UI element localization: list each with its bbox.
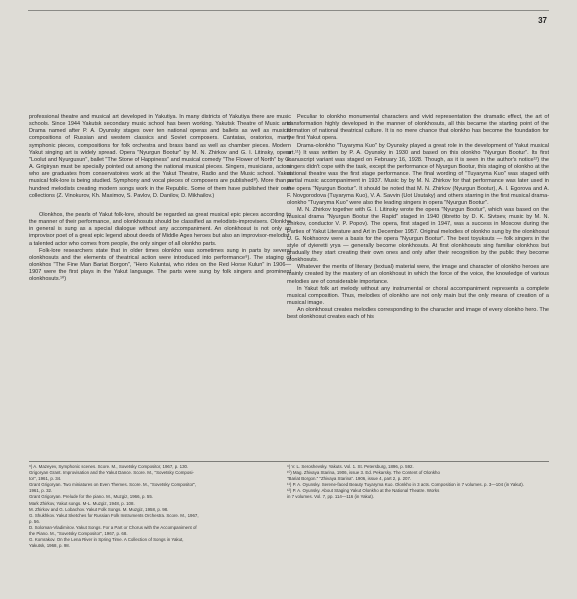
footnote-line: G. Komrakov. On the Lena River in Spring Time. A Collection of Songs in Yakut, xyxy=(29,537,184,543)
paragraph: M. N. Zhirkov together with G. I. Litinsky wrote the opera "Nyurgun Bootur", which was based on the musical drama "Nyurgun Bootur the Rapid" staged in 1940 (libretto by D. K. Sivtsev, music by M. N. Zhirkov, conductor V. P. Popov). The opera, first staged in 1947, was a success in Moscow during the Parties of Yakut Literature and Art in December 1957. Original melodies of olonkho sung by the olonkhosut U. G. Nokhsorov were a basis for the opera "Nyurgun Bootur". The best toyuksuts — folk singers in the style of dyieretti yrya — generally become olonkhosuts. At first olonkhosuts sing familiar olonkhos but gradually they start creating their own ones and only after their recognition by the public they become olonkhosuts. xyxy=(287,207,549,264)
paragraph: Olonkhos, the pearls of Yakut folk-lore, should be regarded as great musical epic pieces according to the manner of their performance, and olonkhosuts should be classified as melodists-improvisers. Olonkho in general is sung as a special dialogue without any accompaniment. An olonkhosut is not only an improvisor poet of a great epic legend about deeds of Middle Ages heroes but also an improvisor-melodist, a talented actor who comes from people, the only singer of all olonkho parts. xyxy=(29,211,291,247)
footnote-line: ¹¹) P. A. Oyunsky. Serene-faced Beauty Tuyaryma Kuo. Olonkho in 3 acts. Composition in 7 volumes. p. 3—104 (in Yakut). xyxy=(287,482,524,488)
footnote-line: Grant Grigoryan. Prelude for the piano. M., Muzgiz, 1966, p. 55. xyxy=(29,494,153,500)
left-column xyxy=(29,114,291,283)
footnotes-right xyxy=(287,461,549,501)
footnote-line: Grant Grigoryan. Two miniatures on Even Themes. Score. M., "Sovetsky Compositor", xyxy=(29,482,197,488)
footnote-line: Yakutsk, 1968, p. 98. xyxy=(29,543,70,549)
paragraph: Drama-olonkho "Tuyaryma Kuo" by Oyunsky played a great role in the development of Yakut musical art.¹¹) It was written by P. A. Oyunsky in 1930 and based on this olonkho "Nyurgun Bootur". Its first manuscript variant was staged on February 16, 1928. Though, as it is seen in the author's notice¹²) the singers didn't cope with the task, except the performance of Nyurgun Bootur, this staging of olonkho at the national theatre was the first stage performance. The final wording of "Tuyaryma Kuo" was staged with partial music accompaniment in 1937. Music by by M. N. Zhirkov for that performance was later used in the opera "Nyurgun Bootur". It should be noted that M. N. Zhirkov (Nyurgun Bootur), A. I. Egorova and A. F. Novgorodova (Tuyaryma Kuo), V. A. Savvin (Uot Usutaky) and others starring in the first musical drama-olonkho "Tuyaryma Kuo" were also the leading singers in opera "Nyurgun Bootur". xyxy=(287,142,549,206)
footnote-line: Grigoryan Grant. Improvisation and the Yakut Dance. Score. M., "Sovetsky Composi- xyxy=(29,470,194,476)
top-rule xyxy=(28,10,549,11)
footnote-line: in 7 volumes. Vol. 7, pp. 114—116 (in Yakut). xyxy=(287,494,375,500)
right-column xyxy=(287,114,549,322)
footnote-rule xyxy=(287,461,549,462)
footnote-line: p. 56. xyxy=(29,518,40,524)
page-number: 37 xyxy=(538,16,547,25)
footnote-line: D. Soloman-Vladimirov. Yakut Songs. For a Part or Chorus with the Accompaniment of xyxy=(29,524,197,530)
footnote-rule xyxy=(29,461,291,462)
paragraph: Whatever the merits of literary (textual) material were, the image and character of olonkho heroes are mainly created by the mastery of an olonkhosut in which the force of the voice, the knowledge of various melodies are of considerable importance. xyxy=(287,264,549,285)
footnote-line: ⁹) V. L. Seroshevsky. Yakuts. Vol. 1. St. Petersburg, 1896, p. 592. xyxy=(287,464,414,469)
footnotes-left xyxy=(29,461,291,549)
paragraph: Folk-lore researchers state that in older times olonkho was sometimes sung in parts by several olonkhosuts and the elements of theatrical action were introduced into performance⁹). The staging of olonkhos "The Fine Man Bariat Borgon", "Hero Kuluntai, who rides on the Red Horse Kulun" in 1906—1907 were the first plays in the Yakut language. The parts were sung by folk singers and prominent olonkhosuts.¹⁰) xyxy=(29,247,291,283)
footnote-line: 1961, p. 32. xyxy=(29,488,53,494)
paragraph: professional theatre and musical art developed in Yakutiya. In many districts of Yakutiya there are music schools. Since 1944 Yakutsk secondary music school has been working. Yakutsk Theatre of Music and Drama named after P. A. Oyunsky stages over ten national operas and ballets as well as musical compositions of Russian and western classics and Soviet composers. Cantatas, oratorios, many symphonic pieces, compositions for folk orchestra and brass band as well as chamber pieces. Modern Yakut singing art is widely spread. Opera "Nyurgun Bootur" by M. N. Zhirkov and G. I. Litinsky, opera "Loolut and Nyurgusun", ballet "The Stone of Happiness" and musical comedy "The Flower of North" by G. A. Grigiryan must be specially pointed out among the national musical pieces. Singers, musicians, actors who are graduates from conservatoires work at the Yakut Theatre, Radio and the Music school. Yakut musical folk-lore is being studied. Symphony and vocal pieces of composers are published⁸). More than a hundred melodists creating modern songs work in the Republic. Some of them have published their own collections (Z. Vinokurov, Kh. Maximov, S. Pavlov, D. Danilov, D. Mikhailov.) xyxy=(29,114,291,199)
footnote-line: ⁸) A. Mazeyev, Symphonic scenes. Score. M., Sovetsky Compositor, 1967, p. 130. xyxy=(29,464,189,469)
footnote-line: Mark Zhirkov, Yakut songs. M-L. Muzgiz, 1948, p. 108. xyxy=(29,500,135,506)
paragraph: In Yakut folk art melody without any instrumental or choral accompaniment represents a complete musical composition. Thus, melodies of olonkho are not only main but the only means of creation of a musical image. xyxy=(287,285,549,307)
footnote-line: M. Zhirkov and G. Lobachov. Yakut Folk Songs. M. Muzgiz, 1958, p. 98. xyxy=(29,506,169,512)
footnote-line: "Bariat Borgon." "Zhivaya Starina". 1906, issue 4, part 2, p. 207. xyxy=(287,476,412,482)
footnote-line: ¹⁰) Mag. Zhivaya Starina, 1906, issue 3. Ed. Pekarsky. The Content of Olonkho xyxy=(287,470,440,476)
footnote-line: tor", 1961, p. 34. xyxy=(29,476,62,482)
footnote-line: ¹²) P. A. Oyunsky. About Staging Yakut Olonkho at the National Theatre. Works xyxy=(287,488,440,494)
footnote-line: G. Shukhkov. Yakut Sketches for Russian Folk Instruments Orchestra. Score. M., 1967, xyxy=(29,512,199,518)
paragraph: An olonkhosut creates melodies corresponding to the character and image of every olonkho hero. The best olonkhosut creates each of his xyxy=(287,307,549,321)
paragraph: Peculiar to olonkho monumental characters and vivid representation the dramatic effect, the art of transformation highly developed in the manner of olonkhosuts, all this became the starting point of the formation of national theatrical culture. It is no mere chance that olonkho has become the foundation for the first Yakut opera. xyxy=(287,114,549,142)
footnote-line: the Piano. M., "Sovetsky Compositor", 1967, p. 68. xyxy=(29,531,128,537)
